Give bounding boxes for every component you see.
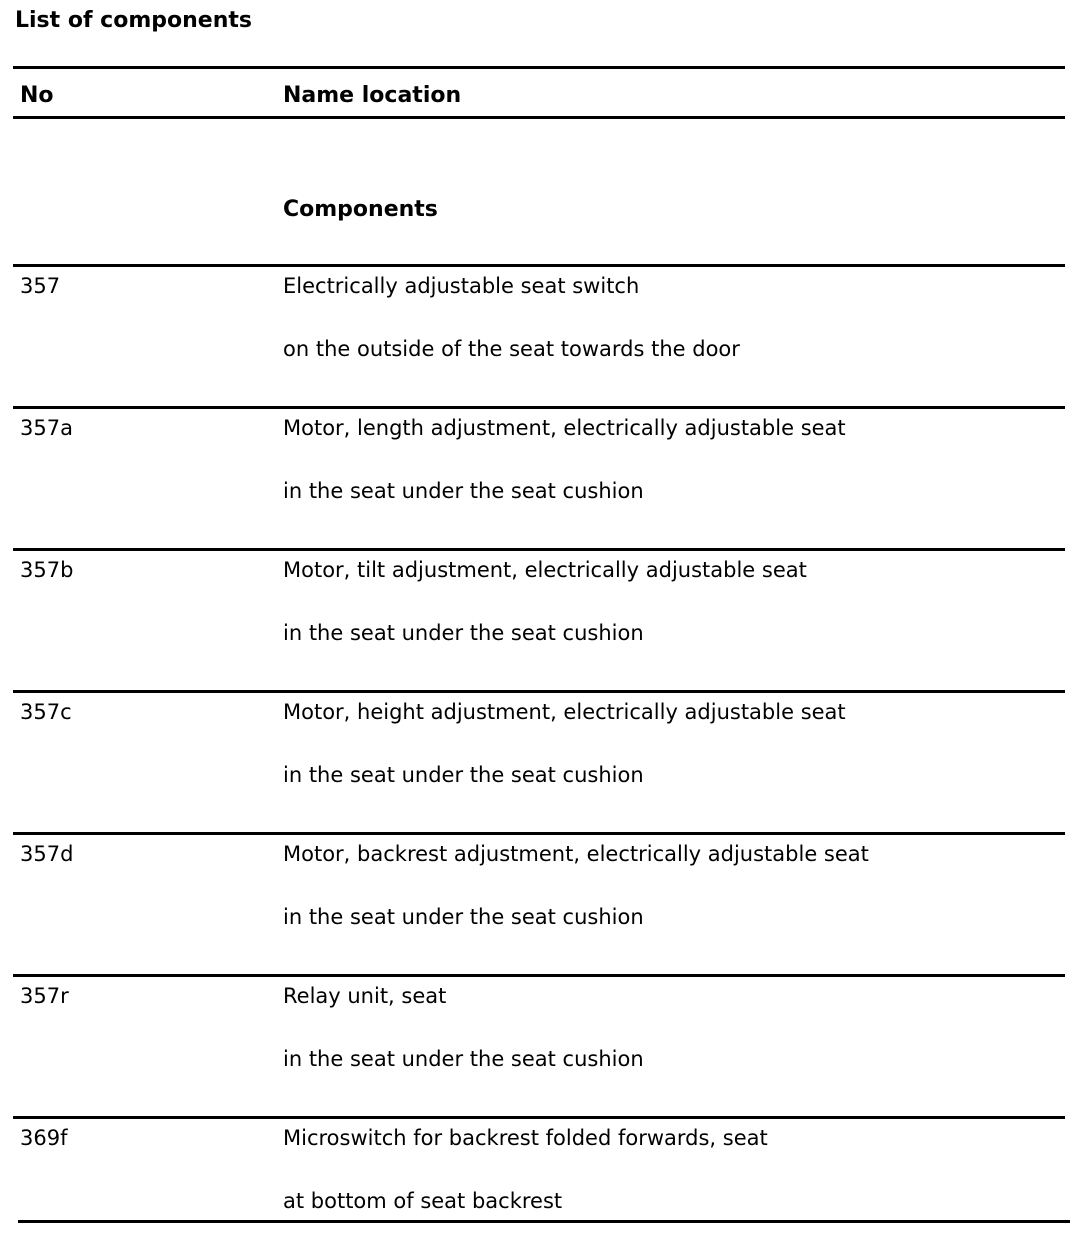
table-row xyxy=(0,406,1088,548)
component-number: 357 xyxy=(20,274,61,298)
table-row xyxy=(0,690,1088,832)
component-name: Electrically adjustable seat switch xyxy=(283,274,640,298)
component-location: on the outside of the seat towards the door xyxy=(283,337,740,361)
component-name: Motor, backrest adjustment, electrically adjustable seat xyxy=(283,842,869,866)
row-rule xyxy=(13,832,1065,835)
row-rule xyxy=(13,974,1065,977)
section-label: Components xyxy=(283,197,438,222)
column-header-no: No xyxy=(20,83,54,108)
component-location: in the seat under the seat cushion xyxy=(283,621,644,645)
component-location: in the seat under the seat cushion xyxy=(283,905,644,929)
header-top-rule xyxy=(13,66,1065,69)
component-name: Motor, length adjustment, electrically adjustable seat xyxy=(283,416,846,440)
component-name: Microswitch for backrest folded forwards, seat xyxy=(283,1126,768,1150)
component-location: in the seat under the seat cushion xyxy=(283,479,644,503)
header-bottom-rule xyxy=(13,116,1065,119)
component-number: 357c xyxy=(20,700,72,724)
table-row xyxy=(0,548,1088,690)
component-name: Motor, height adjustment, electrically adjustable seat xyxy=(283,700,846,724)
document-title: List of components xyxy=(15,8,252,33)
table-row xyxy=(0,974,1088,1116)
table-bottom-rule xyxy=(18,1220,1070,1223)
row-rule xyxy=(13,548,1065,551)
row-rule xyxy=(13,264,1065,267)
component-location: in the seat under the seat cushion xyxy=(283,763,644,787)
table-row xyxy=(0,264,1088,406)
component-name: Motor, tilt adjustment, electrically adjustable seat xyxy=(283,558,807,582)
component-number: 357d xyxy=(20,842,74,866)
component-number: 357a xyxy=(20,416,73,440)
row-rule xyxy=(13,690,1065,693)
row-rule xyxy=(13,406,1065,409)
component-name: Relay unit, seat xyxy=(283,984,447,1008)
component-number: 369f xyxy=(20,1126,68,1150)
row-rule xyxy=(13,1116,1065,1119)
column-header-name-location: Name location xyxy=(283,83,462,108)
component-number: 357r xyxy=(20,984,69,1008)
component-location: at bottom of seat backrest xyxy=(283,1189,563,1213)
table-row xyxy=(0,832,1088,974)
component-number: 357b xyxy=(20,558,74,582)
table-row xyxy=(0,1116,1088,1258)
component-location: in the seat under the seat cushion xyxy=(283,1047,644,1071)
